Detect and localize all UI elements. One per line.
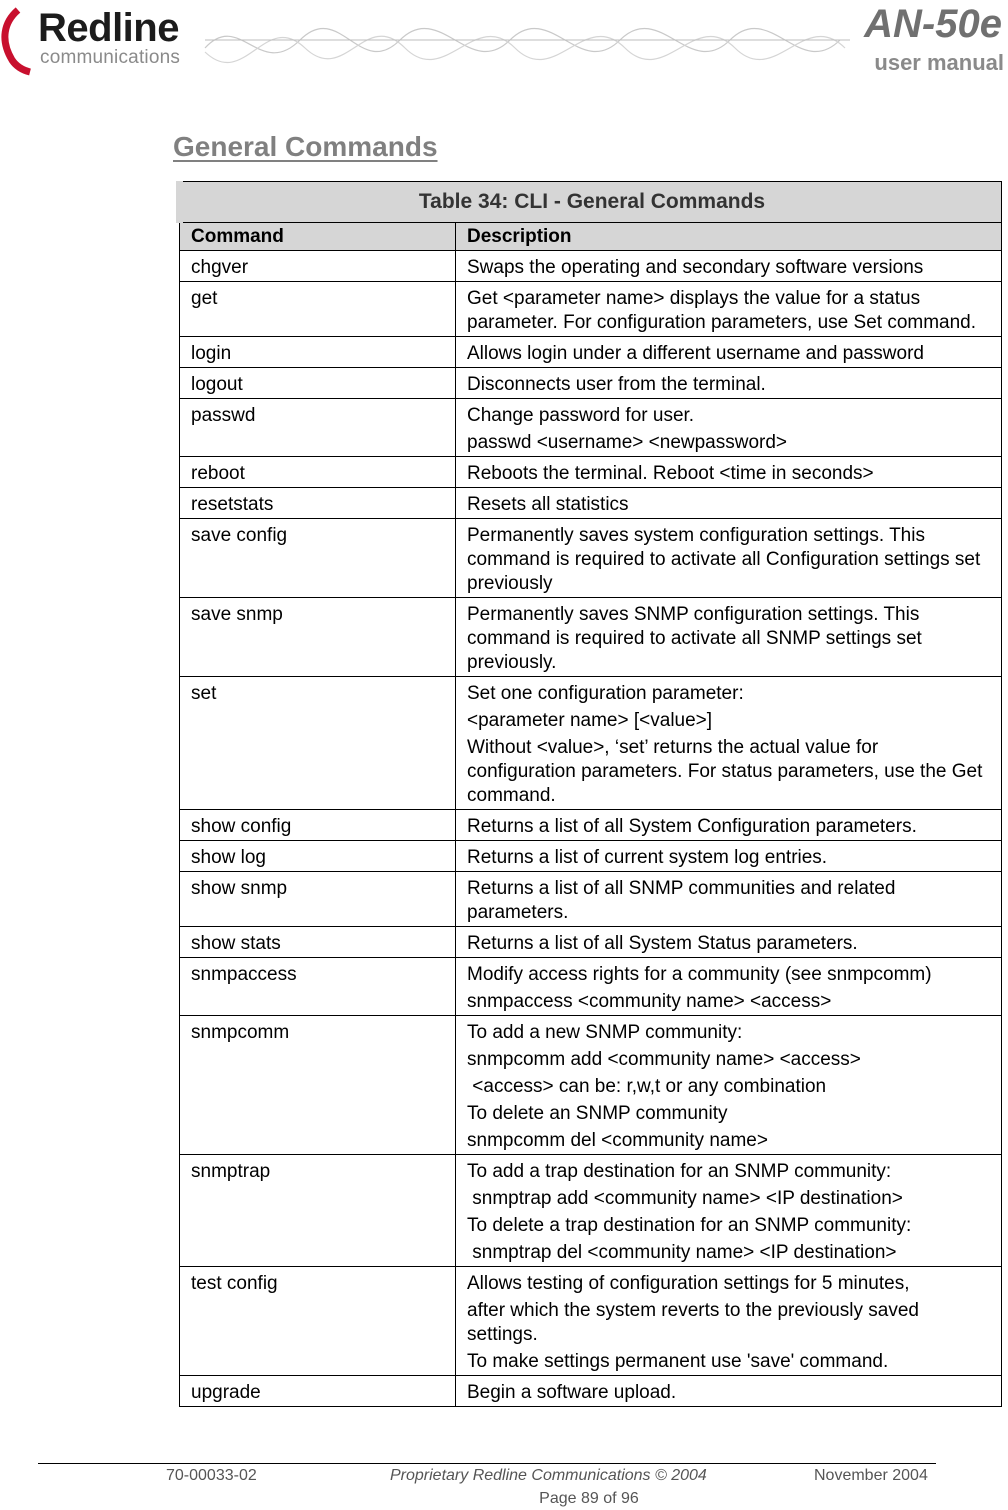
description-cell [456,457,1002,488]
product-name: AN-50e [864,2,1002,46]
table-row [180,399,1002,457]
table-row [180,1376,1002,1407]
description-line: <parameter name> [<value>] [467,710,713,731]
description-line: Swaps the operating and secondary software versions [467,257,924,278]
description-line: To delete a trap destination for an SNMP community: [467,1215,912,1236]
command-cell: chgver [180,251,456,282]
description-line: Permanently saves system configuration settings. This command is required to activate all Configuration settings set previously [467,525,986,594]
page-header [0,0,1008,84]
description-line: Change password for user. [467,405,695,426]
table-row [180,1016,1002,1155]
description-line: snmptrap del <community name> <IP destination> [467,1242,897,1263]
command-cell: resetstats [180,488,456,519]
description-cell [456,282,1002,337]
command-cell: show snmp [180,872,456,927]
column-header-command: Command [180,223,456,251]
description-cell [456,841,1002,872]
command-cell: save config [180,519,456,598]
description-line: Reboots the terminal. Reboot <time in seconds> [467,463,874,484]
description-cell [456,399,1002,457]
copyright-notice: Proprietary Redline Communications © 2004 [390,1467,707,1484]
description-line: Returns a list of all System Status parameters. [467,933,858,954]
description-cell [456,1016,1002,1155]
command-cell: snmpaccess [180,958,456,1016]
table-row [180,457,1002,488]
description-cell [456,598,1002,677]
command-cell: test config [180,1267,456,1376]
description-cell [456,488,1002,519]
description-line: To make settings permanent use 'save' command. [467,1351,889,1372]
table-row [180,1155,1002,1267]
description-cell [456,519,1002,598]
command-cell: passwd [180,399,456,457]
command-cell: snmpcomm [180,1016,456,1155]
description-line: Get <parameter name> displays the value for a status parameter. For configuration parameters, use Set command. [467,288,977,333]
table-row [180,872,1002,927]
description-cell [456,927,1002,958]
brand-subtitle: communications [40,47,181,68]
table-caption: Table 34: CLI - General Commands [180,182,1002,223]
description-line: To delete an SNMP community [467,1103,728,1124]
description-cell [456,810,1002,841]
table-row [180,368,1002,399]
commands-table [176,181,1002,1407]
brand-name: Redline [38,6,179,50]
description-line: Returns a list of all SNMP communities and related parameters. [467,878,901,923]
description-line: Without <value>, ‘set’ returns the actual value for configuration parameters. For status parameters, use the Get command. [467,737,988,806]
description-line: To add a trap destination for an SNMP community: [467,1161,892,1182]
description-line: after which the system reverts to the previously saved settings. [467,1300,925,1345]
table-header-row [180,223,1002,251]
description-line: Returns a list of all System Configuration parameters. [467,816,917,837]
table-row [180,598,1002,677]
description-cell [456,337,1002,368]
command-cell: show config [180,810,456,841]
command-cell: snmptrap [180,1155,456,1267]
table-row [180,810,1002,841]
command-cell: save snmp [180,598,456,677]
description-cell [456,1155,1002,1267]
command-cell: show stats [180,927,456,958]
page-number: Page 89 of 96 [539,1490,639,1507]
description-cell [456,1267,1002,1376]
description-line: snmptrap add <community name> <IP destination> [467,1188,903,1209]
document-number: 70-00033-02 [166,1467,257,1484]
column-header-description: Description [456,223,1002,251]
command-cell: logout [180,368,456,399]
table-row [180,1267,1002,1376]
section-title: General Commands [173,131,438,162]
description-line: Modify access rights for a community (see snmpcomm) [467,964,932,985]
table-row [180,251,1002,282]
table-row [180,488,1002,519]
footer-divider [38,1463,936,1464]
description-line: Returns a list of current system log entries. [467,847,828,868]
description-line: snmpcomm add <community name> <access> [467,1049,861,1070]
description-line: <access> can be: r,w,t or any combination [467,1076,827,1097]
command-cell: get [180,282,456,337]
description-line: Resets all statistics [467,494,629,515]
description-line: Allows testing of configuration settings for 5 minutes, [467,1273,910,1294]
logo-swoosh-icon [5,10,30,72]
table-row [180,927,1002,958]
description-line: passwd <username> <newpassword> [467,432,788,453]
description-line: Set one configuration parameter: [467,683,744,704]
description-line: snmpcomm del <community name> [467,1130,768,1151]
document-type: user manual [874,50,1004,75]
table-row [180,337,1002,368]
command-cell: login [180,337,456,368]
publication-date: November 2004 [814,1467,928,1484]
description-line: Allows login under a different username and password [467,343,924,364]
table-row [180,958,1002,1016]
command-cell: set [180,677,456,810]
description-cell [456,677,1002,810]
table-caption-row [180,182,1002,223]
table-row [180,282,1002,337]
description-cell [456,872,1002,927]
description-cell [456,368,1002,399]
command-cell: upgrade [180,1376,456,1407]
table-body [180,251,1002,1407]
description-line: Disconnects user from the terminal. [467,374,766,395]
description-line: To add a new SNMP community: [467,1022,743,1043]
description-line: snmpaccess <community name> <access> [467,991,832,1012]
description-cell [456,958,1002,1016]
table-row [180,519,1002,598]
description-line: Permanently saves SNMP configuration settings. This command is required to activate all SNMP settings set previously. [467,604,928,673]
description-line: Begin a software upload. [467,1382,677,1403]
description-cell [456,251,1002,282]
description-cell [456,1376,1002,1407]
command-cell: reboot [180,457,456,488]
table-row [180,841,1002,872]
table-row [180,677,1002,810]
command-cell: show log [180,841,456,872]
